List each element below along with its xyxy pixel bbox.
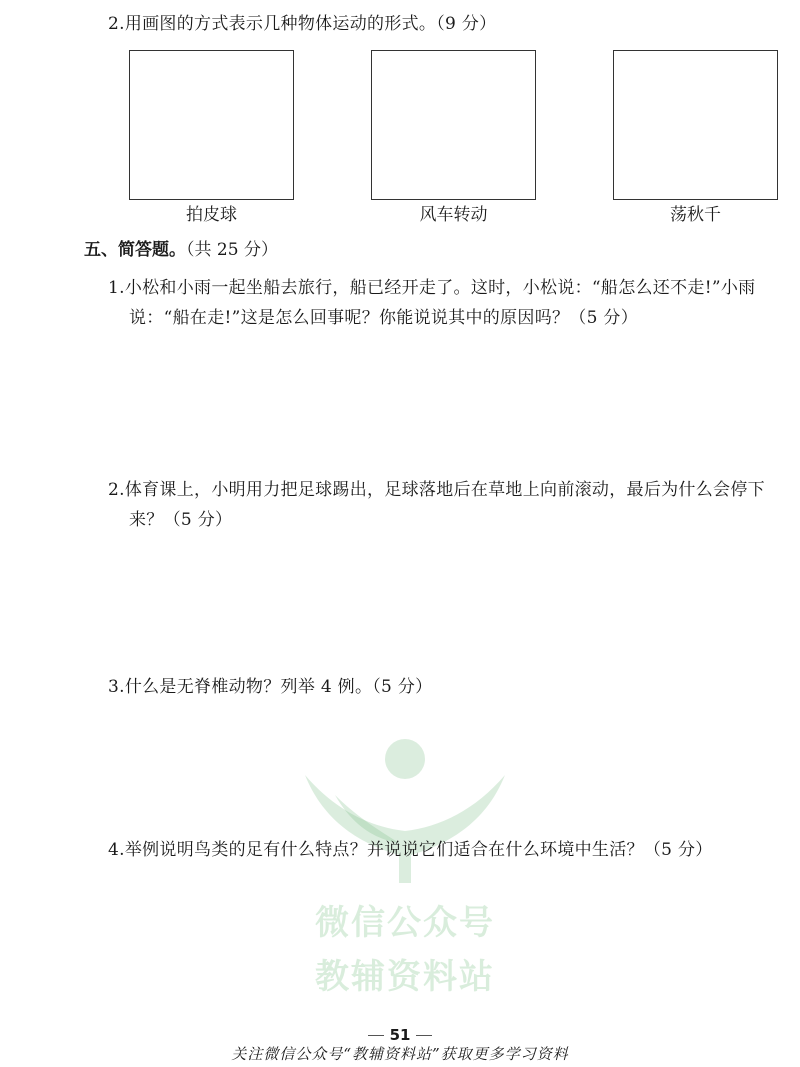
section-score: （共 25 分） [186, 240, 278, 260]
caption-swing: 荡秋千 [670, 205, 721, 225]
question-2-line-1: 2.体育课上，小明用力把足球踢出，足球落地后在草地上向前滚动，最后为什么会停下 [108, 480, 765, 500]
question-1-line-1: 1.小松和小雨一起坐船去旅行，船已经开走了。这时，小松说：“船怎么还不走!”小雨 [108, 278, 756, 298]
section-title [84, 238, 278, 262]
drawing-box-windmill[interactable] [371, 50, 536, 200]
page-number-dash-left [368, 1035, 384, 1036]
answer-area-question-2[interactable] [108, 540, 758, 665]
question-3-line-1: 3.什么是无脊椎动物？列举 4 例。（5 分） [108, 677, 433, 697]
question-1-line-2: 说：“船在走!”这是怎么回事呢？你能说说其中的原因吗？（5 分） [129, 308, 639, 328]
drawing-box-swing[interactable] [613, 50, 778, 200]
drawing-question-text: 2.用画图的方式表示几种物体运动的形式。 [108, 14, 437, 34]
caption-bouncing-ball: 拍皮球 [186, 205, 237, 225]
watermark-line-2: 教辅资料站 [315, 957, 495, 997]
drawing-question-prompt [108, 12, 496, 36]
page-number-dash-right [416, 1035, 432, 1036]
answer-area-question-3[interactable] [108, 705, 758, 830]
answer-area-question-1[interactable] [108, 338, 758, 458]
footer-note: 关注微信公众号“教辅资料站”获取更多学习资料 [231, 1045, 569, 1063]
answer-area-question-4[interactable] [108, 868, 758, 1013]
caption-windmill: 风车转动 [419, 205, 488, 225]
question-2-line-2: 来？（5 分） [129, 510, 233, 530]
page-number [0, 1026, 800, 1044]
watermark-line-1: 微信公众号 [315, 903, 495, 943]
drawing-question-score: （9 分） [436, 14, 497, 34]
question-4-line-1: 4.举例说明鸟类的足有什么特点？并说说它们适合在什么环境中生活？（5 分） [108, 840, 713, 860]
page-number-value: 51 [389, 1026, 411, 1044]
section-title-text: 五、简答题。 [84, 240, 186, 260]
drawing-box-bouncing-ball[interactable] [129, 50, 294, 200]
